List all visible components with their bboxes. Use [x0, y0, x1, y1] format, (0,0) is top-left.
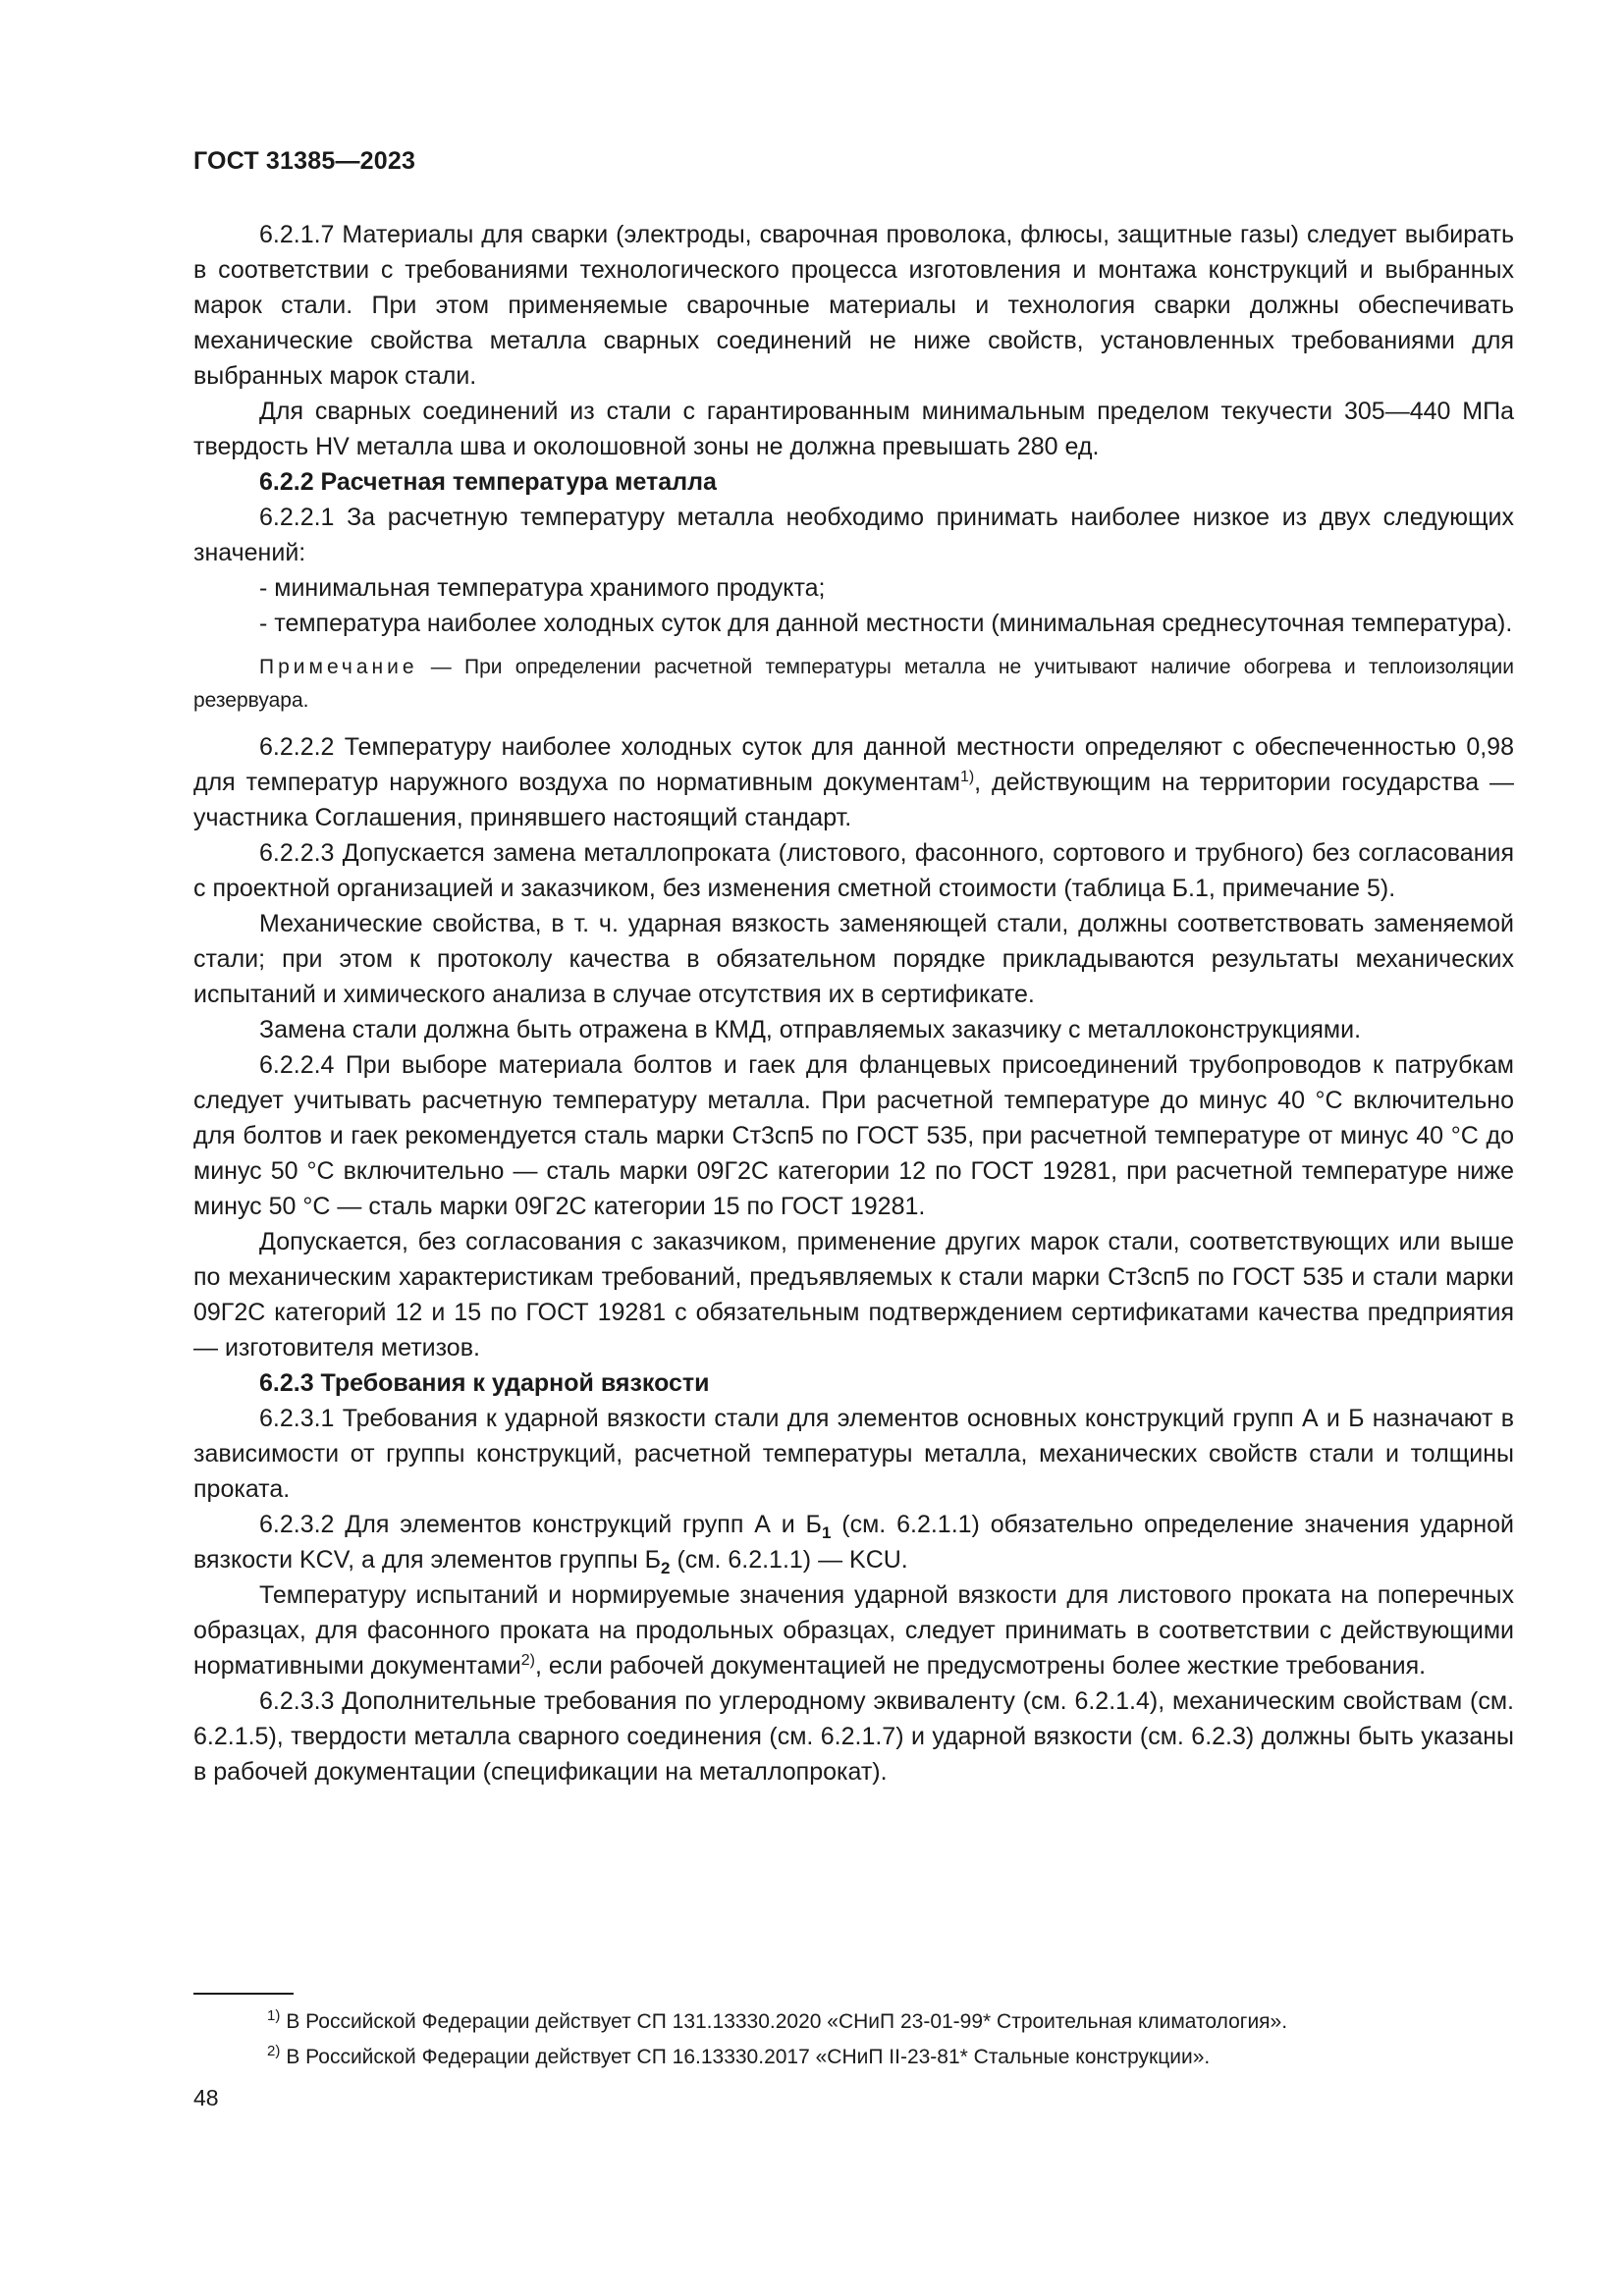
footnotes [193, 2004, 1514, 2075]
paragraph-6-2-2-3: 6.2.2.3 Допускается замена металлопроката (листового, фасонного, сортового и трубного) без согласования с проектной организацией и заказчиком, без изменения сметной стоимости (таблица Б.1, примечание 5). [193, 839, 1514, 902]
paragraph-6-2-3-2 [193, 1507, 1514, 1577]
list-item: - температура наиболее холодных суток для данной местности (минимальная среднесуточная температура). [259, 610, 1513, 637]
section-heading-6-2-2: 6.2.2 Расчетная температура металла [259, 468, 717, 496]
note-text: — При определении расчетной температуры металла не учитывают наличие обогрева и теплоизоляции резервуара. [193, 656, 1514, 712]
paragraph-text: (см. 6.2.1.1) — KCU. [670, 1546, 908, 1574]
footnote [193, 2004, 1514, 2040]
subscript: 1 [821, 1523, 832, 1542]
paragraph-text: , если рабочей документацией не предусмотрены более жесткие требования. [535, 1652, 1427, 1680]
footnote-text: В Российской Федерации действует СП 131.13330.2020 «СНиП 23-01-99* Строительная климатология». [286, 2010, 1288, 2033]
document-body [193, 217, 1514, 1789]
footnote-ref: 1) [959, 769, 975, 785]
note [193, 651, 1514, 718]
footnote-text: В Российской Федерации действует СП 16.13330.2017 «СНиП II-23-81* Стальные конструкции». [286, 2046, 1211, 2068]
list-item: - минимальная температура хранимого продукта; [259, 574, 826, 602]
paragraph-welded-joints: Для сварных соединений из стали с гарантированным минимальным пределом текучести 305—440 МПа твердость HV металла шва и околошовной зоны не должна превышать 280 ед. [193, 398, 1514, 460]
document-header: ГОСТ 31385—2023 [193, 147, 416, 175]
footnote-ref: 2) [520, 1652, 536, 1669]
paragraph-6-2-2-4: 6.2.2.4 При выборе материала болтов и гаек для фланцевых присоединений трубопроводов к патрубкам следует учитывать расчетную температуру металла. При расчетной температуре до минус 40 °С включительно для болтов и гаек рекомендуется сталь марки Ст3сп5 по ГОСТ 535, при расчетной температуре от минус 40 °С до минус 50 °С включительно — сталь марки 09Г2С категории 12 по ГОСТ 19281, при расчетной температуре ниже минус 50 °С — сталь марки 09Г2С категории 15 по ГОСТ 19281. [193, 1051, 1514, 1220]
paragraph-6-2-2-1: 6.2.2.1 За расчетную температуру металла необходимо принимать наиболее низкое из двух следующих значений: [193, 504, 1514, 566]
footnote-divider [193, 1993, 294, 1995]
paragraph-other-grades: Допускается, без согласования с заказчиком, применение других марок стали, соответствующих или выше по механическим характеристикам требований, предъявляемых к стали марки Ст3сп5 по ГОСТ 535 и стали марки 09Г2С категорий 12 и 15 по ГОСТ 19281 с обязательным подтверждением сертификатами качества предприятия — изготовителя метизов. [193, 1228, 1514, 1362]
footnote-mark: 2) [267, 2043, 281, 2059]
note-label: Примечание [259, 656, 418, 678]
paragraph-6-2-3-1: 6.2.3.1 Требования к ударной вязкости стали для элементов основных конструкций групп А и Б назначают в зависимости от группы конструкций, расчетной температуры металла, механических свойств стали и толщины проката. [193, 1405, 1514, 1503]
paragraph-6-2-2-2 [193, 729, 1514, 835]
paragraph-6-2-3-3: 6.2.3.3 Дополнительные требования по углеродному эквиваленту (см. 6.2.1.4), механическим свойствам (см. 6.2.1.5), твердости металла сварного соединения (см. 6.2.1.7) и ударной вязкости (см. 6.2.3) должны быть указаны в рабочей документации (спецификации на металлопрокат). [193, 1687, 1514, 1786]
paragraph-text: (см. 6.2.1.1) обязательно определение значения ударной вязкости KCV, а для элементов группы Б [193, 1511, 1514, 1574]
paragraph-6-2-1-7: 6.2.1.7 Материалы для сварки (электроды, сварочная проволока, флюсы, защитные газы) следует выбирать в соответствии с требованиями технологического процесса изготовления и монтажа конструкций и выбранных марок стали. При этом применяемые сварочные материалы и технология сварки должны обеспечивать механические свойства металла сварных соединений не ниже свойств, установленных требованиями для выбранных марок стали. [193, 221, 1514, 390]
footnote [193, 2040, 1514, 2075]
paragraph-text: 6.2.2.2 Температуру наиболее холодных суток для данной местности определяют с обеспеченностью 0,98 для температур наружного воздуха по нормативным документам [193, 733, 1514, 796]
paragraph-steel-replacement: Замена стали должна быть отражена в КМД, отправляемых заказчику с металлоконструкциями. [259, 1016, 1362, 1043]
paragraph-test-temperature [193, 1577, 1514, 1683]
section-heading-6-2-3: 6.2.3 Требования к ударной вязкости [259, 1369, 710, 1397]
footnote-mark: 1) [267, 2007, 281, 2024]
paragraph-mechanical-properties: Механические свойства, в т. ч. ударная вязкость заменяющей стали, должны соответствовать заменяемой стали; при этом к протоколу качества в обязательном порядке прикладываются результаты механических испытаний и химического анализа в случае отсутствия их в сертификате. [193, 910, 1514, 1008]
subscript: 2 [661, 1559, 671, 1577]
paragraph-text: , действующим на территории государства — участника Соглашения, принявшего настоящий стандарт. [193, 769, 1514, 831]
page-number: 48 [193, 2085, 219, 2110]
paragraph-text: 6.2.3.2 Для элементов конструкций групп А и Б [259, 1511, 822, 1538]
paragraph-text: Температуру испытаний и нормируемые значения ударной вязкости для листового проката на поперечных образцах, для фасонного проката на продольных образцах, следует принимать в соответствии с действующими нормативными документами [193, 1581, 1514, 1680]
